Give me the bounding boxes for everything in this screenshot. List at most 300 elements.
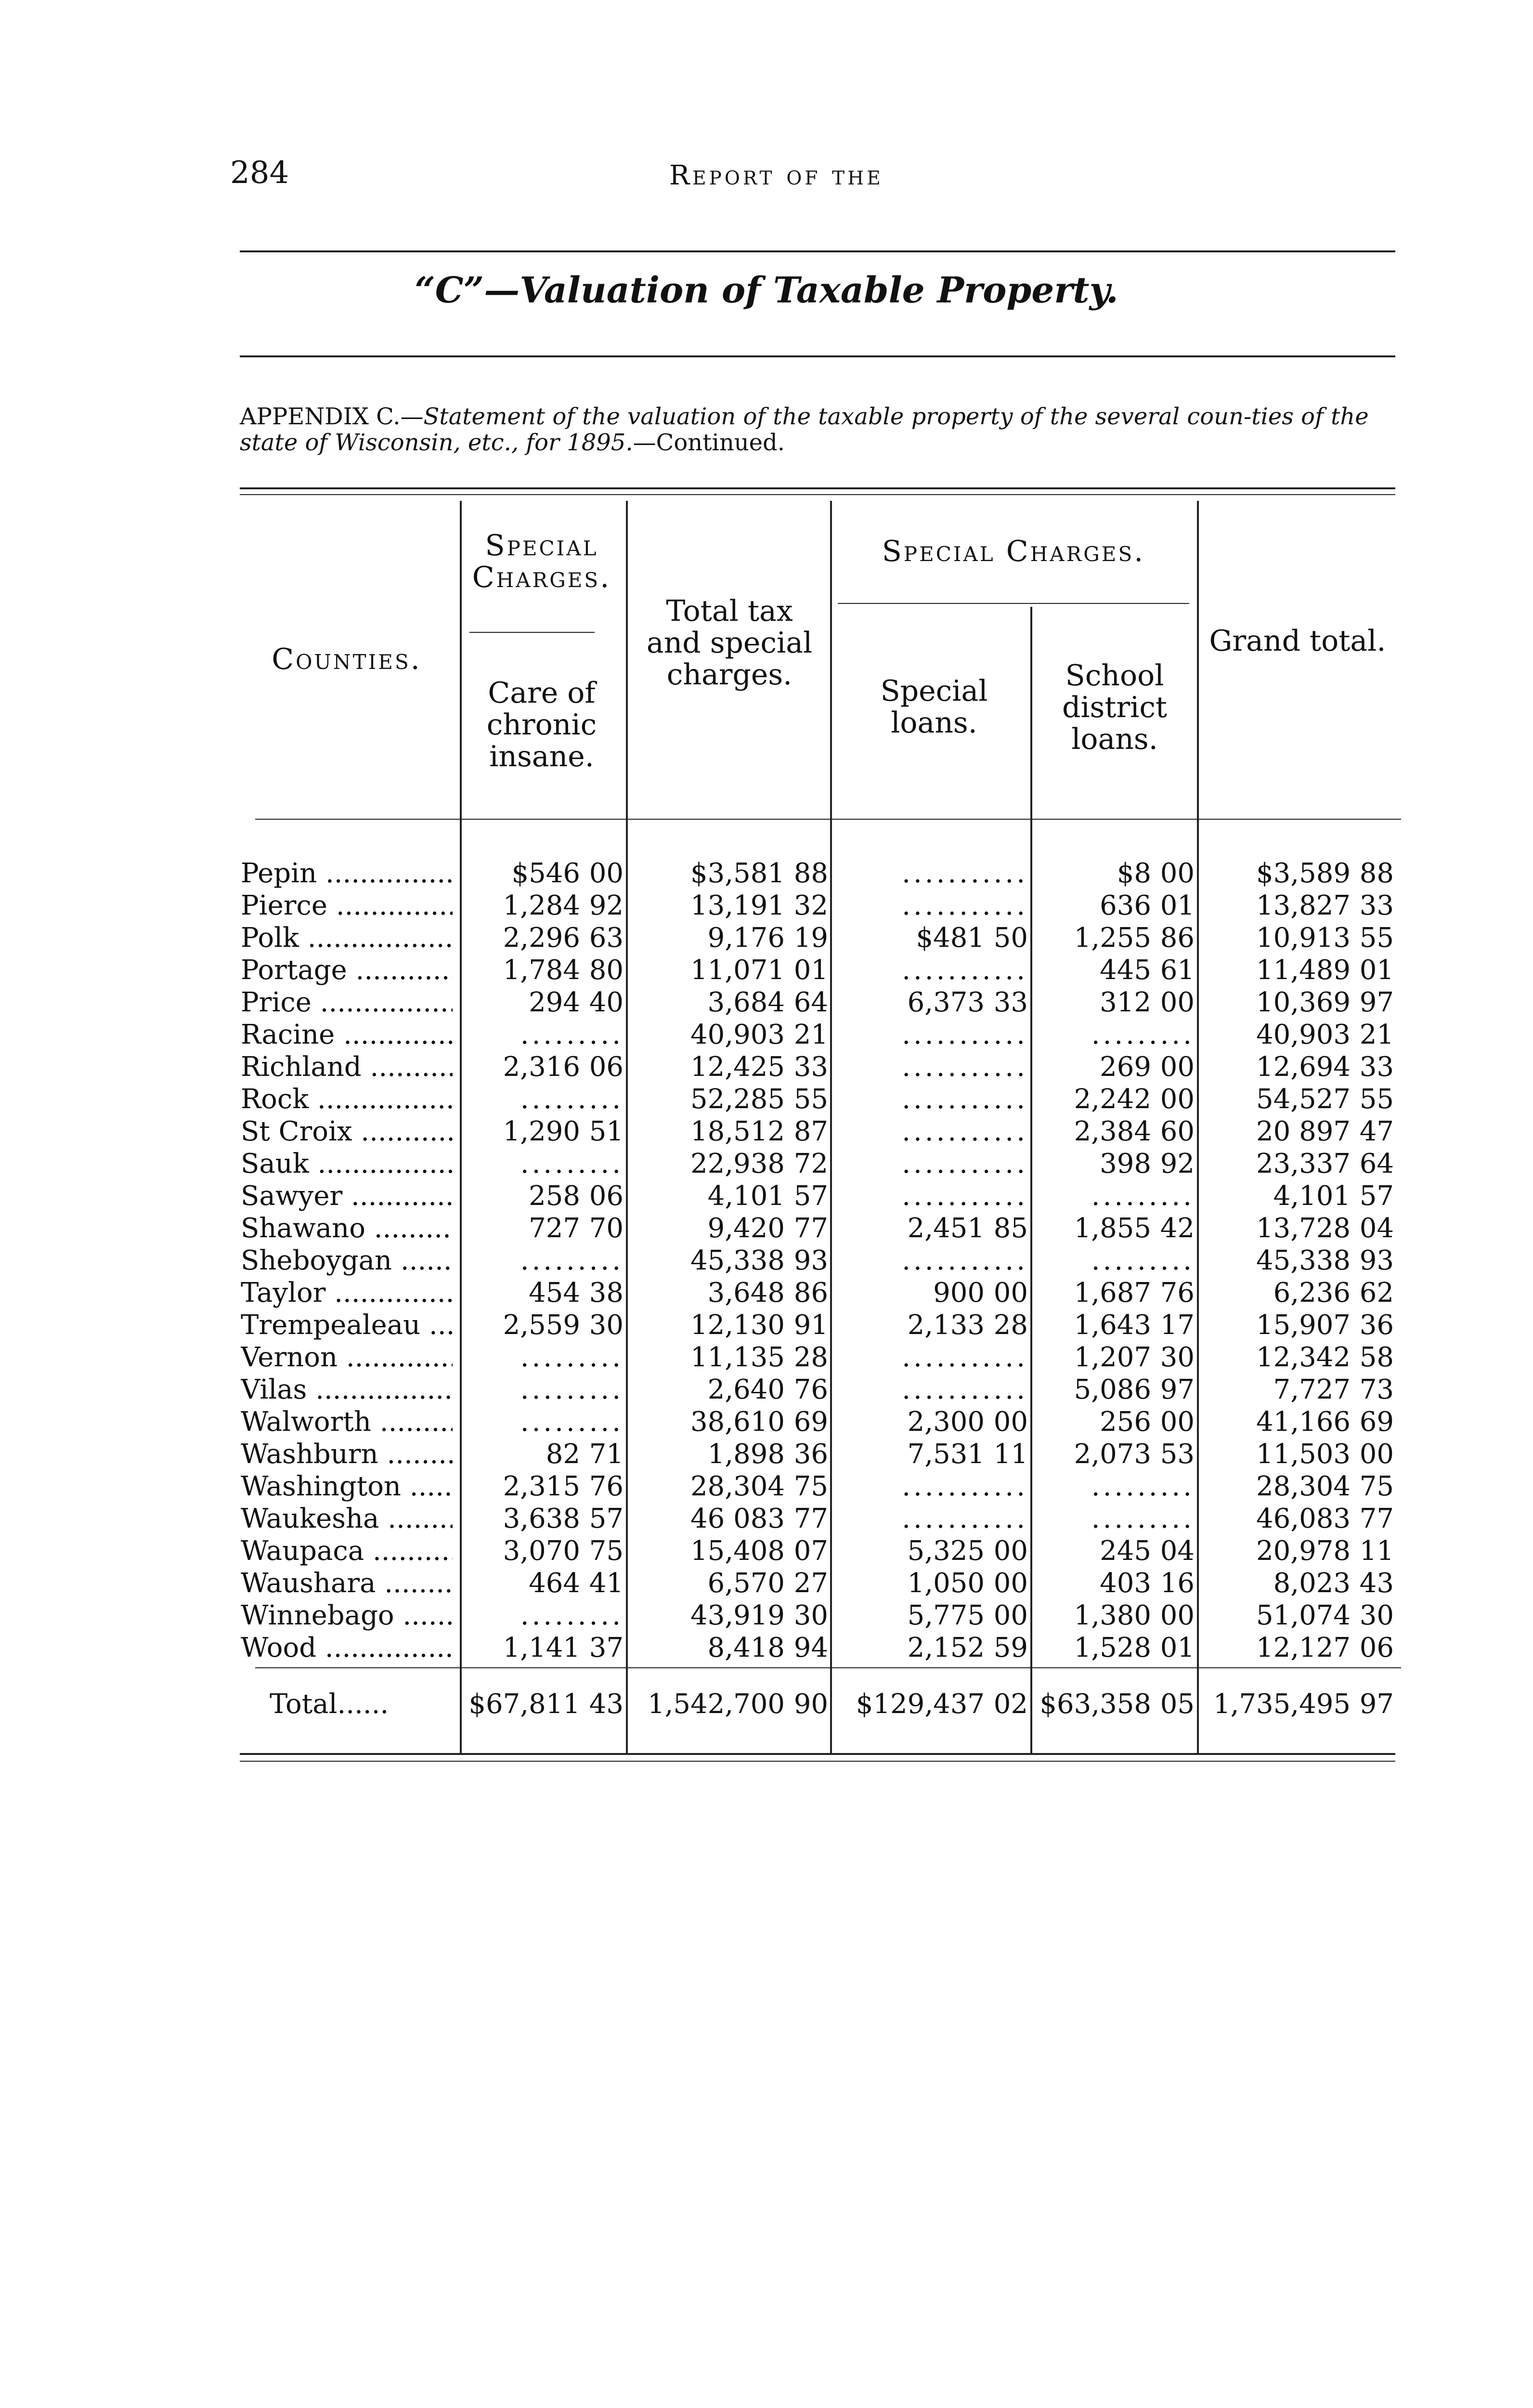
- care-chronic-insane-cell: [462, 1632, 624, 1664]
- county-name: Sauk .....: [241, 1148, 453, 1180]
- grand-total-dollars: 51,074: [1256, 1600, 1351, 1631]
- county-name: Pepin .....: [241, 857, 453, 890]
- school-district-loans-cents: 04: [1160, 1535, 1195, 1567]
- header-rule-bottom: [240, 355, 1395, 357]
- county-name: Vilas .....: [241, 1374, 453, 1406]
- school-district-loans-cents: 61: [1160, 955, 1195, 986]
- special-loans-cell: [833, 1341, 1028, 1374]
- total-tax-cell: [628, 1599, 828, 1632]
- care-chronic-insane-cell: [462, 1341, 624, 1374]
- school-district-loans-cents: 42: [1160, 1213, 1195, 1244]
- special-loans-cell: [833, 1277, 1028, 1309]
- county-name: Price .....: [241, 986, 453, 1019]
- care-chronic-insane-cell: [462, 1115, 624, 1148]
- total-tax-cents: 21: [793, 1019, 828, 1050]
- care-chronic-insane-cell: [462, 1374, 624, 1406]
- special-loans-cents: 00: [993, 1277, 1028, 1309]
- total-tax-cents: 32: [793, 890, 828, 921]
- special-loans-cell: [833, 1503, 1028, 1535]
- total-tax-cents: 76: [793, 1374, 828, 1405]
- care-chronic-insane-cell: [462, 890, 624, 922]
- total-tax-cell: [628, 1083, 828, 1115]
- special-loans-cell: [833, 1374, 1028, 1406]
- leader-dots: .........: [520, 1406, 624, 1438]
- care-chronic-insane-dollars: 2,315: [503, 1471, 580, 1502]
- table-row: [0, 1148, 1533, 1180]
- grand-total-dollars: 20,978: [1256, 1535, 1351, 1567]
- school-district-loans-dollars: 636: [1100, 890, 1151, 921]
- total-tax-dollars: 11,071: [690, 955, 785, 986]
- header-special-charges-1: Special Charges.: [472, 529, 611, 594]
- grand-total-cents: 62: [1359, 1277, 1394, 1309]
- table-bottom-rule-2: [240, 1761, 1395, 1762]
- grand-total-dollars: 12,127: [1256, 1632, 1351, 1663]
- leader-dots: ...........: [902, 1116, 1028, 1147]
- total-tax-cents: 90: [793, 1688, 828, 1720]
- school-district-loans-cell: [1033, 986, 1195, 1019]
- grand-total-cell: [1199, 1470, 1394, 1503]
- county-name: Rock .....: [241, 1083, 453, 1115]
- header-bottom-rule: [255, 819, 1401, 820]
- care-chronic-insane-cents: 40: [589, 987, 624, 1018]
- grand-total-dollars: 40,903: [1256, 1019, 1351, 1050]
- care-chronic-insane-cell: [462, 1277, 624, 1309]
- table-row: [0, 1277, 1533, 1309]
- school-district-loans-cents: 30: [1160, 1342, 1195, 1373]
- school-district-loans-dollars: 398: [1100, 1148, 1151, 1179]
- special-loans-cell: [833, 1567, 1028, 1599]
- county-name: Sheboygan .....: [241, 1244, 453, 1277]
- grand-total-cents: 57: [1359, 1180, 1394, 1212]
- total-tax-dollars: 9,176: [707, 922, 785, 954]
- care-chronic-insane-dollars: 2,559: [503, 1309, 580, 1341]
- special-loans-cell: [833, 986, 1028, 1019]
- total-tax-dollars: 13,191: [690, 890, 785, 921]
- leader-dots: ...........: [902, 890, 1028, 921]
- total-tax-cents: 91: [793, 1309, 828, 1341]
- grand-total-cents: 47: [1359, 1116, 1394, 1147]
- grand-total-cents: 58: [1359, 1342, 1394, 1373]
- special-loans-dollars: $481: [916, 922, 985, 954]
- care-chronic-insane-cell: [462, 1503, 624, 1535]
- total-tax-cents: 87: [793, 1116, 828, 1147]
- total-tax-dollars: 28,304: [690, 1471, 785, 1502]
- special-loans-cell: [833, 1083, 1028, 1115]
- grand-total-dollars: $3,589: [1256, 858, 1351, 889]
- total-special: [833, 1688, 1028, 1720]
- care-chronic-insane-dollars: 258: [529, 1180, 580, 1212]
- school-district-loans-dollars: 1,255: [1074, 922, 1151, 954]
- county-name: St Croix .....: [241, 1115, 453, 1148]
- school-district-loans-cents: 17: [1160, 1309, 1195, 1341]
- total-tax-dollars: 40,903: [690, 1019, 785, 1050]
- special-loans-cents: 00: [993, 1535, 1028, 1567]
- grand-total-dollars: 12,694: [1256, 1051, 1351, 1083]
- total-tax-dollars: 15,408: [690, 1535, 785, 1567]
- total-tax-cents: 88: [793, 858, 828, 889]
- total-tax-cents: 77: [793, 1213, 828, 1244]
- total-tax-dollars: 12,425: [690, 1051, 785, 1083]
- county-name: Waushara .....: [241, 1567, 453, 1599]
- school-district-loans-cell: [1033, 1535, 1195, 1567]
- leader-dots: ...........: [902, 1374, 1028, 1405]
- grand-total-dollars: 13,728: [1256, 1213, 1351, 1244]
- grand-total-cents: 55: [1359, 922, 1394, 954]
- county-name: Walworth .....: [241, 1406, 453, 1438]
- special-loans-cell: [833, 1406, 1028, 1438]
- grand-total-dollars: 7,727: [1273, 1374, 1351, 1405]
- total-tax-cell: [628, 1503, 828, 1535]
- grand-total-dollars: 45,338: [1256, 1245, 1351, 1276]
- care-chronic-insane-cents: 51: [589, 1116, 624, 1147]
- special-loans-cell: [833, 1212, 1028, 1244]
- grand-total-cell: [1199, 1406, 1394, 1438]
- table-row: [0, 1019, 1533, 1051]
- total-row: [0, 1688, 1533, 1720]
- special-charges-underline-1: [469, 632, 595, 633]
- special-loans-cents: 00: [993, 1600, 1028, 1631]
- header-grand-total: Grand total.: [1209, 624, 1386, 658]
- total-tax-dollars: 52,285: [690, 1084, 785, 1115]
- table-row: [0, 1535, 1533, 1567]
- grand-total-cell: [1199, 1438, 1394, 1470]
- grand-total-dollars: 41,166: [1256, 1406, 1351, 1438]
- school-district-loans-cell: [1033, 954, 1195, 986]
- total-tax-cell: [628, 1632, 828, 1664]
- total-tax-cell: [628, 1341, 828, 1374]
- total-tax-dollars: 1,898: [707, 1439, 785, 1470]
- school-district-loans-cents: 16: [1160, 1568, 1195, 1599]
- school-district-loans-cell: [1033, 1083, 1195, 1115]
- care-chronic-insane-cell: [462, 986, 624, 1019]
- care-chronic-insane-cell: [462, 1180, 624, 1212]
- grand-total-cell: [1199, 1503, 1394, 1535]
- care-chronic-insane-cents: 57: [589, 1503, 624, 1534]
- care-chronic-insane-cents: 76: [589, 1471, 624, 1502]
- grand-total-cents: 75: [1359, 1471, 1394, 1502]
- school-district-loans-cell: [1033, 1374, 1195, 1406]
- care-chronic-insane-dollars: 1,284: [503, 890, 580, 921]
- caption-lead: APPENDIX C.—: [240, 403, 424, 430]
- special-loans-cell: [833, 1148, 1028, 1180]
- school-district-loans-cell: [1033, 1180, 1195, 1212]
- leader-dots: ...........: [902, 1051, 1028, 1083]
- school-district-loans-dollars: 1,855: [1074, 1213, 1151, 1244]
- table-row: [0, 1503, 1533, 1535]
- care-chronic-insane-cell: [462, 1406, 624, 1438]
- care-chronic-insane-dollars: 1,290: [503, 1116, 580, 1147]
- total-tax-cents: 33: [793, 1051, 828, 1083]
- total-tax-cell: [628, 1019, 828, 1051]
- total-tax-dollars: 9,420: [707, 1213, 785, 1244]
- total-tax-cell: [628, 1212, 828, 1244]
- grand-total-cell: [1199, 1244, 1394, 1277]
- school-district-loans-dollars: 5,086: [1074, 1374, 1151, 1405]
- table-row: [0, 954, 1533, 986]
- care-chronic-insane-dollars: 727: [529, 1213, 580, 1244]
- school-district-loans-cents: 97: [1160, 1374, 1195, 1405]
- county-name: Portage .....: [241, 954, 453, 986]
- special-loans-cell: [833, 954, 1028, 986]
- grand-total-cents: 06: [1359, 1632, 1394, 1663]
- leader-dots: .........: [1091, 1245, 1195, 1276]
- county-name: Wood .....: [241, 1632, 453, 1664]
- total-tax-cell: [628, 1277, 828, 1309]
- grand-total-cell: [1199, 1083, 1394, 1115]
- special-loans-cents: 85: [993, 1213, 1028, 1244]
- total-tax-cents: 75: [793, 1471, 828, 1502]
- grand-total-cell: [1199, 1374, 1394, 1406]
- running-head: Report of the: [669, 160, 883, 191]
- table-row: [0, 1438, 1533, 1470]
- total-tax-cell: [628, 1115, 828, 1148]
- grand-total-cents: 55: [1359, 1084, 1394, 1115]
- special-loans-cell: [833, 890, 1028, 922]
- special-loans-dollars: 1,050: [907, 1568, 985, 1599]
- care-chronic-insane-dollars: 3,070: [503, 1535, 580, 1567]
- care-chronic-insane-dollars: 454: [529, 1277, 580, 1309]
- grand-total-cents: 21: [1359, 1019, 1394, 1050]
- total-tax-dollars: 46 083: [690, 1503, 785, 1534]
- school-district-loans-cents: 86: [1160, 922, 1195, 954]
- school-district-loans-cell: [1033, 1277, 1195, 1309]
- care-chronic-insane-cell: [462, 1599, 624, 1632]
- total-tax-cents: 07: [793, 1535, 828, 1567]
- care-chronic-insane-cell: [462, 954, 624, 986]
- total-tax-cell: [628, 1567, 828, 1599]
- county-name: Washburn .....: [241, 1438, 453, 1470]
- care-chronic-insane-cents: 80: [589, 955, 624, 986]
- grand-total-dollars: 11,503: [1256, 1439, 1351, 1470]
- grand-total-dollars: 12,342: [1256, 1342, 1351, 1373]
- care-chronic-insane-cents: 06: [589, 1051, 624, 1083]
- leader-dots: .........: [520, 1600, 624, 1631]
- special-loans-cents: 59: [993, 1632, 1028, 1663]
- grand-total-dollars: 23,337: [1256, 1148, 1351, 1179]
- special-loans-cell: [833, 1115, 1028, 1148]
- header-counties: Counties.: [272, 642, 422, 676]
- care-chronic-insane-cell: [462, 1470, 624, 1503]
- total-school: [1033, 1688, 1195, 1720]
- school-district-loans-dollars: $8: [1117, 858, 1151, 889]
- special-loans-cents: 00: [993, 1568, 1028, 1599]
- grand-total-cell: [1199, 986, 1394, 1019]
- care-chronic-insane-cents: 71: [589, 1439, 624, 1470]
- grand-total-dollars: 20 897: [1256, 1116, 1351, 1147]
- header-total-tax: Total tax and special charges.: [646, 594, 813, 692]
- school-district-loans-cell: [1033, 890, 1195, 922]
- total-tax-dollars: 4,101: [707, 1180, 785, 1212]
- care-chronic-insane-dollars: 464: [529, 1568, 580, 1599]
- school-district-loans-dollars: 1,687: [1074, 1277, 1151, 1309]
- caption-statement: Statement of the valuation of the taxable property of the several coun-ties of the state of Wisconsin, etc., for 1895.: [240, 403, 1369, 456]
- special-loans-cell: [833, 1470, 1028, 1503]
- table-row: [0, 1051, 1533, 1083]
- grand-total-dollars: 11,489: [1256, 955, 1351, 986]
- total-tax-cell: [628, 1470, 828, 1503]
- total-tax-cell: [628, 1148, 828, 1180]
- total-insane-cents: 43: [589, 1688, 624, 1720]
- appendix-caption: [240, 404, 1410, 456]
- special-loans-cell: [833, 1309, 1028, 1341]
- table-row: [0, 1341, 1533, 1374]
- total-special-dollars: $129,437: [856, 1688, 985, 1720]
- grand-total-dollars: 54,527: [1256, 1084, 1351, 1115]
- special-loans-cell: [833, 1535, 1028, 1567]
- total-separator-rule: [255, 1667, 1401, 1668]
- care-chronic-insane-cents: 41: [589, 1568, 624, 1599]
- care-chronic-insane-dollars: 2,316: [503, 1051, 580, 1083]
- grand-total-dollars: 4,101: [1273, 1180, 1351, 1212]
- leader-dots: ...........: [902, 1342, 1028, 1373]
- total-tax-dollars: 6,570: [707, 1568, 785, 1599]
- leader-dots: ...........: [902, 1245, 1028, 1276]
- grand-total-cell: [1199, 1341, 1394, 1374]
- grand-total-cents: 04: [1359, 1213, 1394, 1244]
- grand-total-cell: [1199, 1309, 1394, 1341]
- care-chronic-insane-dollars: 2,296: [503, 922, 580, 954]
- school-district-loans-cell: [1033, 1599, 1195, 1632]
- total-grand: [1199, 1688, 1394, 1720]
- total-tax-cents: 93: [793, 1245, 828, 1276]
- total-tax-dollars: 43,919: [690, 1600, 785, 1631]
- special-loans-cell: [833, 1438, 1028, 1470]
- table-row: [0, 1083, 1533, 1115]
- school-district-loans-cell: [1033, 922, 1195, 954]
- school-district-loans-dollars: 245: [1100, 1535, 1151, 1567]
- special-loans-cents: 28: [993, 1309, 1028, 1341]
- care-chronic-insane-cell: [462, 857, 624, 890]
- special-loans-dollars: 2,300: [907, 1406, 985, 1438]
- county-name: Winnebago .....: [241, 1599, 453, 1632]
- grand-total-dollars: 15,907: [1256, 1309, 1351, 1341]
- care-chronic-insane-cents: 63: [589, 922, 624, 954]
- grand-total-cents: 73: [1359, 1374, 1394, 1405]
- grand-total-cents: 00: [1359, 1439, 1394, 1470]
- leader-dots: .........: [1091, 1503, 1195, 1534]
- total-tax-dollars: 22,938: [690, 1148, 785, 1179]
- total-special-cents: 02: [993, 1688, 1028, 1720]
- table-row: [0, 922, 1533, 954]
- grand-total-cell: [1199, 857, 1394, 890]
- grand-total-dollars: 6,236: [1273, 1277, 1351, 1309]
- special-loans-cell: [833, 1632, 1028, 1664]
- total-tax-cell: [628, 922, 828, 954]
- total-tax-dollars: $3,581: [690, 858, 785, 889]
- grand-total-dollars: 10,913: [1256, 922, 1351, 954]
- grand-total-cell: [1199, 1180, 1394, 1212]
- total-tax-dollars: 3,684: [707, 987, 785, 1018]
- total-tax-dollars: 3,648: [707, 1277, 785, 1309]
- total-tax-cents: 72: [793, 1148, 828, 1179]
- header-care-chronic-insane: Care of chronic insane.: [486, 676, 597, 773]
- leader-dots: .........: [520, 1374, 624, 1405]
- header-special-loans: Special loans.: [880, 674, 988, 740]
- total-tax-cell: [628, 1374, 828, 1406]
- school-district-loans-cents: 00: [1160, 1051, 1195, 1083]
- county-name: Polk .....: [241, 922, 453, 954]
- total-grand-dollars: 1,735,495: [1213, 1688, 1351, 1720]
- school-district-loans-cell: [1033, 1406, 1195, 1438]
- school-district-loans-dollars: 269: [1100, 1051, 1151, 1083]
- total-label: Total......: [270, 1688, 389, 1720]
- grand-total-cents: 97: [1359, 987, 1394, 1018]
- county-name: Richland .....: [241, 1051, 453, 1083]
- grand-total-cell: [1199, 1567, 1394, 1599]
- care-chronic-insane-cents: 06: [589, 1180, 624, 1212]
- leader-dots: ...........: [902, 1471, 1028, 1502]
- total-insane-dollars: $67,811: [468, 1688, 580, 1720]
- grand-total-cents: 77: [1359, 1503, 1394, 1534]
- county-name: Trempealeau .....: [241, 1309, 453, 1341]
- school-district-loans-dollars: 445: [1100, 955, 1151, 986]
- total-label-text: Total: [270, 1688, 338, 1720]
- care-chronic-insane-dollars: 1,141: [503, 1632, 580, 1663]
- special-loans-cell: [833, 1244, 1028, 1277]
- care-chronic-insane-cell: [462, 1309, 624, 1341]
- school-district-loans-cell: [1033, 1567, 1195, 1599]
- grand-total-cell: [1199, 954, 1394, 986]
- leader-dots: ...........: [902, 1180, 1028, 1212]
- total-tax-cents: 55: [793, 1084, 828, 1115]
- table-row: [0, 986, 1533, 1019]
- care-chronic-insane-dollars: 294: [529, 987, 580, 1018]
- school-district-loans-dollars: 1,643: [1074, 1309, 1151, 1341]
- table-row: [0, 1599, 1533, 1632]
- county-name: Washington .....: [241, 1470, 453, 1503]
- total-school-dollars: $63,358: [1039, 1688, 1151, 1720]
- grand-total-cell: [1199, 890, 1394, 922]
- section-title: “C”—Valuation of Taxable Property.: [415, 270, 1118, 311]
- school-district-loans-cents: 53: [1160, 1439, 1195, 1470]
- care-chronic-insane-cents: 38: [589, 1277, 624, 1309]
- total-tax-dollars: 18,512: [690, 1116, 785, 1147]
- total-tax-cents: 64: [793, 987, 828, 1018]
- special-loans-dollars: 2,152: [907, 1632, 985, 1663]
- special-loans-cents: 11: [993, 1439, 1028, 1470]
- table-row: [0, 1470, 1533, 1503]
- school-district-loans-cents: 00: [1160, 1406, 1195, 1438]
- special-loans-cents: 00: [993, 1406, 1028, 1438]
- care-chronic-insane-cell: [462, 1051, 624, 1083]
- school-district-loans-dollars: 256: [1100, 1406, 1151, 1438]
- table-row: [0, 1180, 1533, 1212]
- grand-total-cents: 30: [1359, 1600, 1394, 1631]
- special-loans-dollars: 2,133: [907, 1309, 985, 1341]
- total-tax-cents: 77: [793, 1503, 828, 1534]
- school-district-loans-cell: [1033, 1148, 1195, 1180]
- total-school-cents: 05: [1160, 1688, 1195, 1720]
- school-district-loans-cents: 60: [1160, 1116, 1195, 1147]
- grand-total-cell: [1199, 1599, 1394, 1632]
- grand-total-dollars: 28,304: [1256, 1471, 1351, 1502]
- care-chronic-insane-cell: [462, 1148, 624, 1180]
- grand-total-cents: 88: [1359, 858, 1394, 889]
- total-tax-dollars: 11,135: [690, 1342, 785, 1373]
- grand-total-dollars: 13,827: [1256, 890, 1351, 921]
- care-chronic-insane-cents: 70: [589, 1213, 624, 1244]
- grand-total-cents: 93: [1359, 1245, 1394, 1276]
- total-tax-cell: [628, 890, 828, 922]
- grand-total-cell: [1199, 1535, 1394, 1567]
- table-row: [0, 1115, 1533, 1148]
- grand-total-dollars: 10,369: [1256, 987, 1351, 1018]
- table-row: [0, 1244, 1533, 1277]
- grand-total-cents: 01: [1359, 955, 1394, 986]
- grand-total-cell: [1199, 1277, 1394, 1309]
- school-district-loans-cell: [1033, 1632, 1195, 1664]
- total-tax-cell: [628, 1438, 828, 1470]
